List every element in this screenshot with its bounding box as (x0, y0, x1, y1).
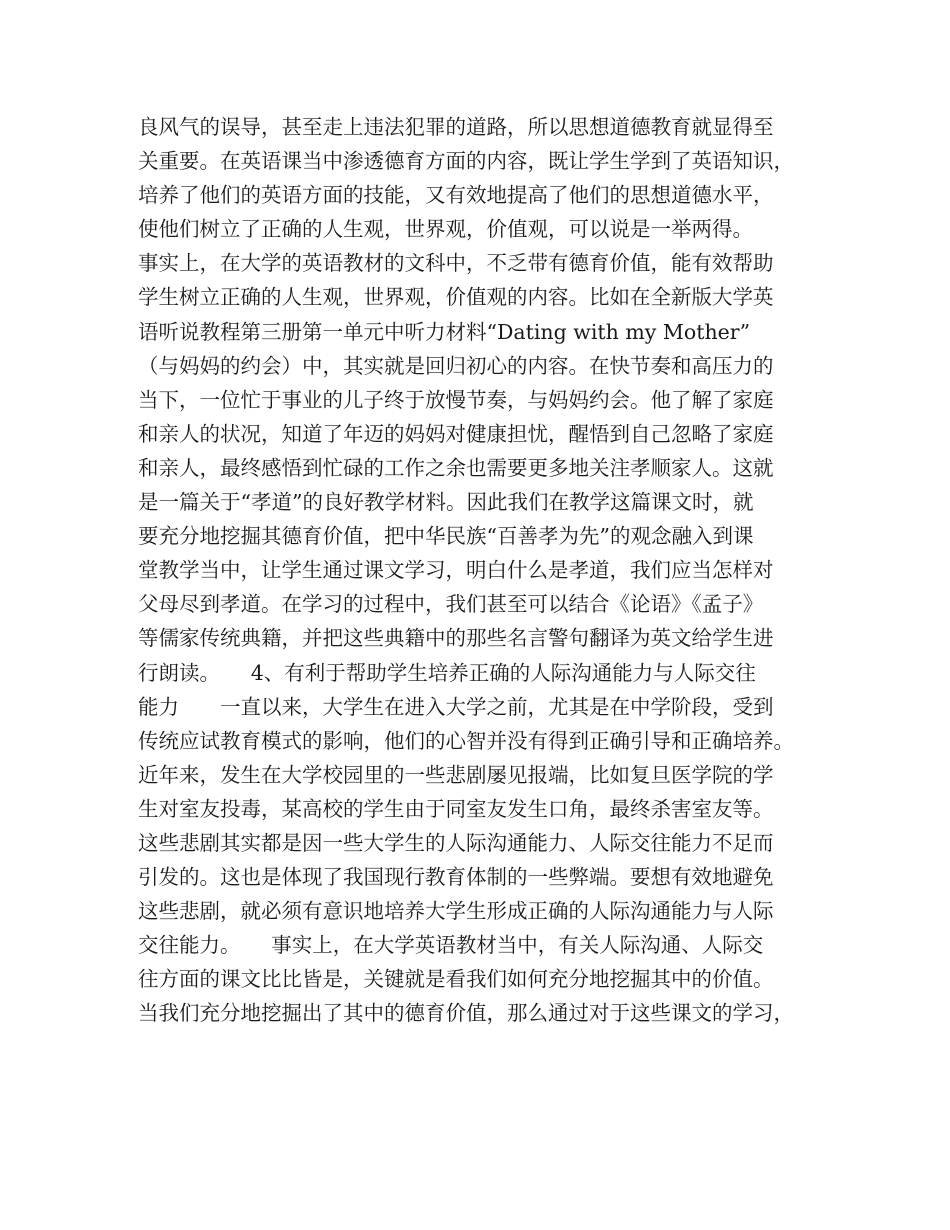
text-line: 等儒家传统典籍，并把这些典籍中的那些名言警句翻译为英文给学生进 (138, 626, 774, 651)
text-line: 语听说教程第三册第一单元中听力材料“Dating with my Mother” (138, 319, 751, 344)
text-line: 行朗读。 4、有利于帮助学生培养正确的人际沟通能力与人际交往 (138, 660, 756, 685)
text-line: 交往能力。 事实上，在大学英语教材当中，有关人际沟通、人际交 (138, 933, 764, 958)
text-line: 使他们树立了正确的人生观，世界观，价值观，可以说是一举两得。 (138, 217, 753, 242)
text-line: 当下，一位忙于事业的儿子终于放慢节奏，与妈妈约会。他了解了家庭 (138, 387, 774, 412)
text-line: 能力 一直以来，大学生在进入大学之前，尤其是在中学阶段，受到 (138, 694, 774, 719)
text-line: 这些悲剧其实都是因一些大学生的人际沟通能力、人际交往能力不足而 (138, 830, 774, 855)
text-line: 良风气的误导，甚至走上违法犯罪的道路，所以思想道德教育就显得至 (138, 115, 774, 139)
text-line: 堂教学当中，让学生通过课文学习，明白什么是孝道，我们应当怎样对 (138, 558, 774, 583)
text-line: 父母尽到孝道。在学习的过程中，我们甚至可以结合《论语》《孟子》 (138, 592, 764, 617)
text-line: 传统应试教育模式的影响，他们的心智并没有得到正确引导和正确培养。 (138, 728, 794, 753)
text-line: （与妈妈的约会）中，其实就是回归初心的内容。在快节奏和高压力的 (138, 353, 774, 378)
text-line: 这些悲剧，就必须有意识地培养大学生形成正确的人际沟通能力与人际 (138, 899, 774, 924)
text-line: 要充分地挖掘其德育价值，把中华民族“百善孝为先”的观念融入到课 (138, 524, 754, 549)
text-line: 引发的。这也是体现了我国现行教育体制的一些弊端。要想有效地避免 (138, 865, 774, 890)
text-line: 是一篇关于“孝道”的良好教学材料。因此我们在教学这篇课文时，就 (138, 490, 754, 515)
text-line: 事实上，在大学的英语教材的文科中，不乏带有德育价值，能有效帮助 (138, 251, 774, 276)
text-line: 生对室友投毒，某高校的学生由于同室友发生口角，最终杀害室友等。 (138, 796, 774, 821)
text-line: 近年来，发生在大学校园里的一些悲剧屡见报端，比如复旦医学院的学 (138, 762, 774, 787)
body-text (138, 110, 838, 1031)
text-line: 关重要。在英语课当中渗透德育方面的内容，既让学生学到了英语知识， (138, 149, 794, 174)
text-line: 和亲人的状况，知道了年迈的妈妈对健康担忧，醒悟到自己忽略了家庭 (138, 421, 774, 446)
text-line: 学生树立正确的人生观，世界观，价值观的内容。比如在全新版大学英 (138, 285, 774, 310)
text-line: 培养了他们的英语方面的技能，又有效地提高了他们的思想道德水平， (138, 183, 774, 208)
text-line: 和亲人，最终感悟到忙碌的工作之余也需要更多地关注孝顺家人。这就 (138, 455, 774, 480)
text-line: 往方面的课文比比皆是，关键就是看我们如何充分地挖掘其中的价值。 (138, 967, 774, 992)
text-line: 当我们充分地挖掘出了其中的德育价值，那么通过对于这些课文的学习， (138, 1001, 794, 1026)
